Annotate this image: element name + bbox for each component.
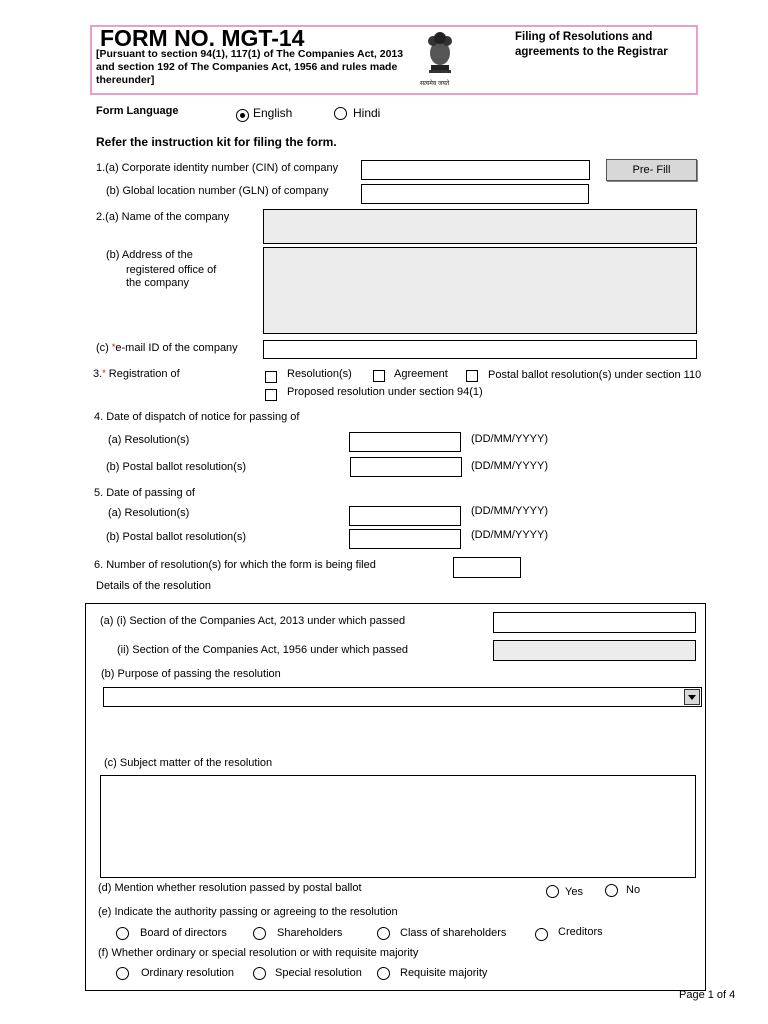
shareholders-label: Shareholders bbox=[277, 927, 343, 939]
board-label: Board of directors bbox=[140, 927, 227, 939]
address-input[interactable] bbox=[263, 247, 697, 334]
dispatch-postal-label: (b) Postal ballot resolution(s) bbox=[106, 461, 247, 473]
postal-ballot-question: (d) Mention whether resolution passed by postal ballot bbox=[98, 882, 362, 894]
postal-no-label: No bbox=[626, 884, 641, 896]
emblem-icon bbox=[422, 29, 458, 81]
prefill-button[interactable]: Pre- Fill bbox=[606, 159, 697, 181]
language-label: Form Language bbox=[96, 105, 179, 117]
cin-label: 1.(a) Corporate identity number (CIN) of company bbox=[96, 162, 339, 174]
address-label-l1: (b) Address of the bbox=[106, 249, 193, 261]
postal-ballot-checkbox-label: Postal ballot resolution(s) under section 110 bbox=[488, 369, 702, 381]
authority-question: (e) Indicate the authority passing or agreeing to the resolution bbox=[98, 906, 398, 918]
special-radio[interactable] bbox=[253, 967, 266, 980]
ordinary-radio[interactable] bbox=[116, 967, 129, 980]
majority-question: (f) Whether ordinary or special resolution or with requisite majority bbox=[98, 947, 419, 959]
purpose-select[interactable] bbox=[103, 687, 702, 707]
passing-resolution-format: (DD/MM/YYYY) bbox=[471, 505, 548, 517]
class-shareholders-radio[interactable] bbox=[377, 927, 390, 940]
special-label: Special resolution bbox=[275, 967, 362, 979]
resolution-count-input[interactable] bbox=[453, 557, 521, 578]
passing-resolution-date[interactable] bbox=[349, 506, 461, 526]
section-1956-label: (ii) Section of the Companies Act, 1956 under which passed bbox=[117, 644, 409, 656]
dispatch-postal-date[interactable] bbox=[350, 457, 462, 477]
language-english-label: English bbox=[253, 106, 293, 120]
creditors-label: Creditors bbox=[558, 926, 603, 938]
gln-label: (b) Global location number (GLN) of company bbox=[106, 185, 329, 197]
dispatch-resolution-label: (a) Resolution(s) bbox=[108, 434, 190, 446]
details-label: Details of the resolution bbox=[96, 580, 211, 592]
right-title-line1: Filing of Resolutions and bbox=[515, 31, 653, 43]
email-label bbox=[96, 342, 238, 354]
required-mark: * bbox=[111, 342, 116, 352]
passing-label: 5. Date of passing of bbox=[94, 487, 195, 499]
requisite-radio[interactable] bbox=[377, 967, 390, 980]
company-name-label: 2.(a) Name of the company bbox=[96, 211, 230, 223]
postal-yes-label: Yes bbox=[565, 886, 583, 898]
proposed-resolution-checkbox[interactable] bbox=[265, 389, 277, 401]
form-title: FORM NO. MGT-14 bbox=[100, 25, 305, 51]
company-name-input[interactable] bbox=[263, 209, 697, 244]
agreement-checkbox-label: Agreement bbox=[394, 368, 448, 380]
address-label-l2: registered office of bbox=[126, 264, 217, 276]
passing-postal-label: (b) Postal ballot resolution(s) bbox=[106, 531, 247, 543]
passing-resolution-label: (a) Resolution(s) bbox=[108, 507, 190, 519]
section-1956-input[interactable] bbox=[493, 640, 696, 661]
dispatch-resolution-format: (DD/MM/YYYY) bbox=[471, 433, 548, 445]
class-shareholders-label: Class of shareholders bbox=[400, 927, 507, 939]
registration-label bbox=[93, 368, 180, 380]
dispatch-postal-format: (DD/MM/YYYY) bbox=[471, 460, 548, 472]
instruction-text: Refer the instruction kit for filing the form. bbox=[96, 135, 337, 149]
resolution-count-label: 6. Number of resolution(s) for which the form is being filed bbox=[94, 559, 376, 571]
subject-matter-input[interactable] bbox=[100, 775, 696, 878]
email-input[interactable] bbox=[263, 340, 697, 359]
passing-postal-date[interactable] bbox=[349, 529, 461, 549]
gln-input[interactable] bbox=[361, 184, 589, 204]
postal-ballot-checkbox[interactable] bbox=[466, 370, 478, 382]
board-radio[interactable] bbox=[116, 927, 129, 940]
language-hindi-label: Hindi bbox=[353, 106, 381, 120]
emblem-caption: सत्यमेव जयते bbox=[420, 81, 450, 87]
required-mark: * bbox=[102, 368, 106, 378]
section-2013-label: (a) (i) Section of the Companies Act, 2013 under which passed bbox=[100, 615, 406, 627]
requisite-label: Requisite majority bbox=[400, 967, 488, 979]
address-label-l3: the company bbox=[126, 277, 189, 289]
right-title-line2: agreements to the Registrar bbox=[515, 46, 668, 58]
purpose-dropdown-button[interactable] bbox=[684, 689, 700, 705]
dispatch-label: 4. Date of dispatch of notice for passing of bbox=[94, 411, 300, 423]
registration-text: Registration of bbox=[108, 368, 180, 380]
chevron-down-icon bbox=[685, 690, 699, 704]
form-header bbox=[90, 25, 698, 95]
proposed-resolution-checkbox-label: Proposed resolution under section 94(1) bbox=[287, 386, 483, 398]
ordinary-label: Ordinary resolution bbox=[141, 967, 234, 979]
registration-num: 3. bbox=[93, 368, 103, 380]
language-hindi-radio[interactable] bbox=[334, 107, 347, 120]
creditors-radio[interactable] bbox=[535, 928, 548, 941]
agreement-checkbox[interactable] bbox=[373, 370, 385, 382]
pursuant-text: [Pursuant to section 94(1), 117(1) of The Companies Act, 2013 and section 192 of The Companies Act, 1956 and rules made thereunder] bbox=[96, 48, 404, 86]
section-2013-input[interactable] bbox=[493, 612, 696, 633]
postal-yes-radio[interactable] bbox=[546, 885, 559, 898]
email-prefix: (c) bbox=[96, 342, 109, 354]
email-label-text: e-mail ID of the company bbox=[115, 342, 238, 354]
resolution-checkbox-label: Resolution(s) bbox=[287, 368, 352, 380]
purpose-label: (b) Purpose of passing the resolution bbox=[101, 668, 281, 680]
resolution-checkbox[interactable] bbox=[265, 371, 277, 383]
shareholders-radio[interactable] bbox=[253, 927, 266, 940]
postal-no-radio[interactable] bbox=[605, 884, 618, 897]
dispatch-resolution-date[interactable] bbox=[349, 432, 461, 452]
cin-input[interactable] bbox=[361, 160, 590, 180]
language-english-radio[interactable] bbox=[236, 109, 249, 122]
page-number: Page 1 of 4 bbox=[679, 989, 736, 1001]
passing-postal-format: (DD/MM/YYYY) bbox=[471, 529, 548, 541]
subject-matter-label: (c) Subject matter of the resolution bbox=[104, 757, 273, 769]
emblem bbox=[422, 29, 458, 89]
